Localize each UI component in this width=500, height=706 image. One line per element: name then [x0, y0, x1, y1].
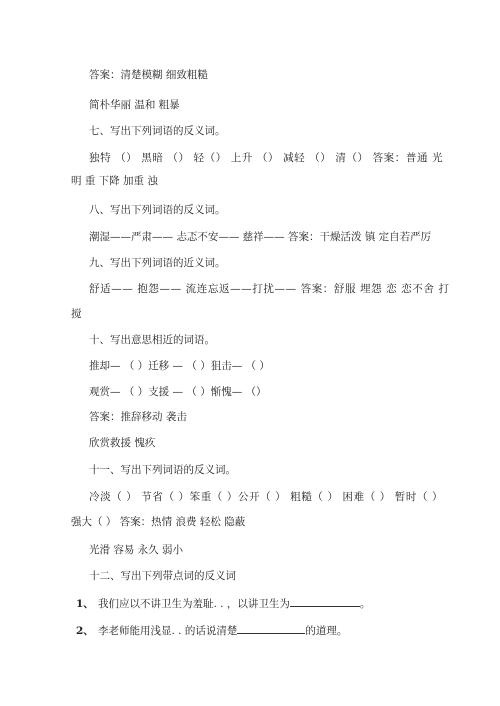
- section-7-heading: 七、写出下列词语的反义词。: [89, 125, 226, 137]
- section-10-answer-1: 答案：推辞移动 袭击: [89, 411, 187, 423]
- question-2-blank: [237, 622, 305, 634]
- question-1-blank: [290, 595, 360, 607]
- question-1-text: 我们应以不讲卫生为羞耻. . ，以讲卫生为: [98, 598, 290, 610]
- question-2-number: 2、: [76, 625, 94, 637]
- section-10-heading: 十、写出意思相近的词语。: [89, 334, 215, 346]
- section-10-line-1: 推却— （ ）迁移 — （ ）狙击— （ ）: [89, 360, 270, 372]
- question-1-number: 1、: [76, 598, 94, 610]
- section-7-line-1: 独特 （） 黑暗 （） 轻（） 上升 （） 减轻 （） 清（） 答案：普通 光: [89, 152, 444, 164]
- question-2: [76, 622, 347, 638]
- section-9-line-2: 搅: [71, 308, 82, 320]
- section-11-answer: 光滑 容易 永久 弱小: [89, 544, 184, 556]
- question-2-end: 的道理。: [305, 625, 348, 637]
- question-2-text: 李老师能用浅显. . 的话说清楚: [98, 625, 238, 637]
- section-10-line-2: 观赏— （ ）支援 — （ ）惭愧— （）: [89, 386, 267, 398]
- section-12-heading: 十二、写出下列带点词的反义词: [89, 570, 236, 582]
- answer-line-1: 答案：清楚模糊 细致粗糙: [89, 69, 208, 81]
- section-11-line-1: 冷淡（ ） 节省（ ）笨重（ ）公开（ ） 粗糙（ ） 困难（ ） 暂时（ ）: [89, 491, 444, 503]
- question-1-end: 。: [359, 598, 371, 610]
- section-8-line-1: 潮湿——严肃—— 忐忑不安—— 慈祥—— 答案：干燥活泼 镇 定自若严厉: [89, 231, 432, 243]
- question-1: [76, 595, 370, 611]
- answer-line-2: 简朴华丽 温和 粗暴: [89, 99, 180, 111]
- section-9-heading: 九、写出下列词语的近义词。: [89, 257, 226, 269]
- section-11-heading: 十一、写出下列词语的反义词。: [89, 464, 236, 476]
- section-7-line-2: 明 重 下降 加重 浊: [71, 175, 158, 187]
- section-11-line-2: 强大（ ） 答案：热情 浪费 轻松 隐蔽: [71, 516, 246, 528]
- section-8-heading: 八、写出下列词语的反义词。: [89, 204, 226, 216]
- section-10-answer-2: 欣赏救援 愧疚: [89, 437, 156, 449]
- section-9-line-1: 舒适—— 抱怨—— 流连忘返——打扰—— 答案：舒服 埋怨 恋 恋不舍 打: [89, 283, 450, 295]
